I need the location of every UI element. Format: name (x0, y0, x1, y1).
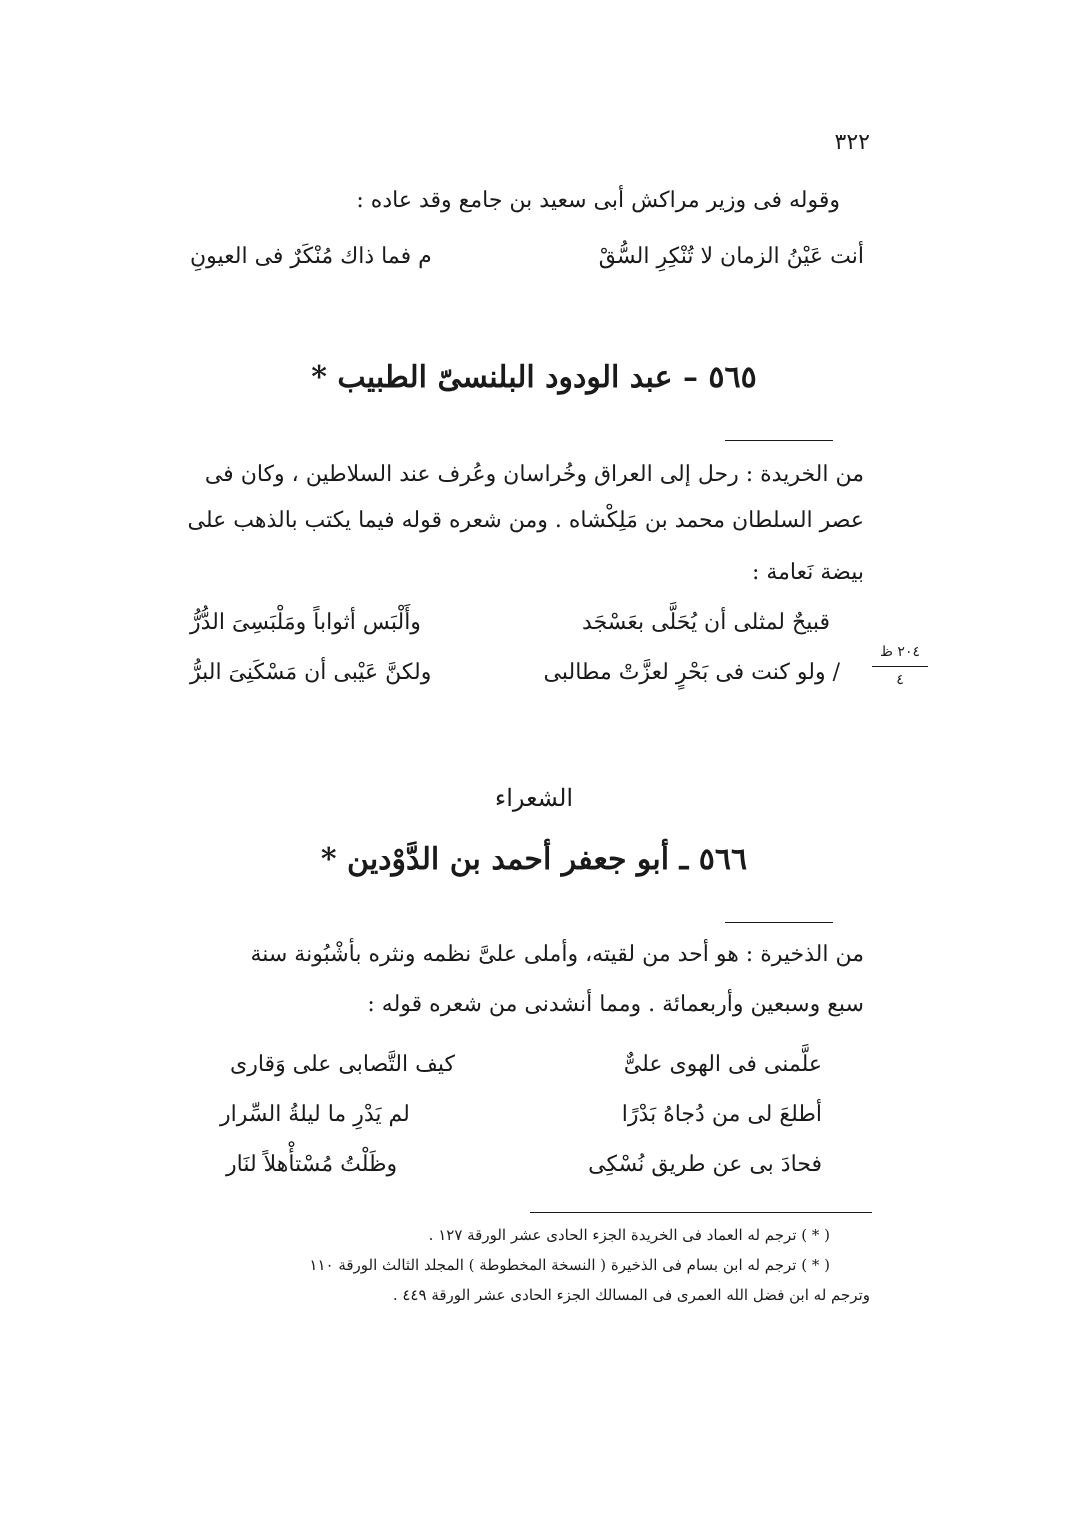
verse-1 (190, 244, 864, 269)
entry-565-para-line-2: عصر السلطان محمد بن مَلِكْشاه . ومن شعره قوله فيما يكتب بالذهب على (187, 508, 864, 533)
entry-566-verse-3-second: وظَلْتُ مُسْتأْهلاً لنَار (226, 1152, 398, 1177)
footnote-1: ( * ) ترجم له العماد فى الخريدة الجزء الحادى عشر الورقة ١٢٧ . (428, 1226, 830, 1244)
verse-1-second-hemistich: م فما ذاك مُنْكَرٌ فى العيونِ (190, 244, 432, 269)
entry-565-verse-1-first: قبيحٌ لمثلى أن يُحَلَّى بعَسْجَد (582, 610, 830, 635)
entry-566-verse-3-first: فحادَ بى عن طريق نُسْكِى (588, 1152, 822, 1177)
entry-566-verse-2-second: لم يَدْرِ ما ليلةُ السِّرار (220, 1102, 410, 1127)
entry-566-verse-1-first: علَّمنى فى الهوى علىٌّ (623, 1052, 822, 1077)
page-number: ٣٢٢ (834, 130, 870, 155)
verse-1-first-hemistich: أنت عَيْنُ الزمان لا تُنْكِرِ السُّقْ (598, 244, 864, 269)
entry-565-para-line-3: بيضة نَعامة : (751, 560, 864, 585)
entry-565-para-line-1: من الخريدة : رحل إلى العراق وخُراسان وعُرف عند السلاطين ، وكان فى (204, 462, 864, 487)
entry-566-title: ٥٦٦ ـ أبو جعفر أحمد بن الدَّوْدين * (320, 842, 748, 877)
entry-565-verse-2 (190, 660, 840, 685)
section-title: الشعراء (494, 784, 574, 812)
entry-566-verse-3 (226, 1152, 822, 1177)
intro-line: وقوله فى وزير مراكش أبى سعيد بن جامع وقد عاده : (356, 188, 840, 213)
footnote-3: وترجم له ابن فضل الله العمرى فى المسالك الجزء الحادى عشر الورقة ٤٤٩ . (392, 1286, 870, 1304)
entry-566-verse-2-first: أطلعَ لى من دُجاهُ بَدْرًا (621, 1102, 822, 1127)
entry-566-para-line-2: سبع وسبعين وأربعمائة . ومما أنشدنى من شعره قوله : (367, 992, 864, 1017)
entry-566-rule (725, 922, 833, 923)
footnote-2: ( * ) ترجم له ابن بسام فى الذخيرة ( النسخة المخطوطة ) المجلد الثالث الورقة ١١٠ (309, 1256, 830, 1274)
entry-565-rule (725, 440, 833, 441)
margin-note-top: ٢٠٤ ظ (880, 644, 920, 660)
entry-565-verse-1 (190, 610, 830, 635)
entry-565-title: ٥٦٥ – عبد الودود البلنسىّ الطبيب * (311, 360, 757, 395)
entry-566-verse-1 (230, 1052, 822, 1077)
margin-note-bottom: ٤ (896, 672, 904, 688)
footnote-rule (530, 1212, 872, 1213)
entry-565-verse-1-second: وأَلْبَس أثواباً ومَلْبَسِىَ الدُّرُّ (190, 610, 421, 635)
entry-566-verse-2 (220, 1102, 822, 1127)
entry-566-para-line-1: من الذخيرة : هو أحد من لقيته، وأملى علىَّ نظمه ونثره بأشْبُونة سنة (250, 942, 864, 967)
entry-565-verse-2-first: / ولو كنت فى بَحْرٍ لعزَّتْ مطالبى (543, 660, 840, 685)
entry-566-verse-1-second: كيف التَّصابى على وَقارى (230, 1052, 455, 1077)
entry-565-verse-2-second: ولكنَّ عَيْبى أن مَسْكَنِىَ البرُّ (190, 660, 432, 685)
margin-note-rule (872, 666, 928, 667)
